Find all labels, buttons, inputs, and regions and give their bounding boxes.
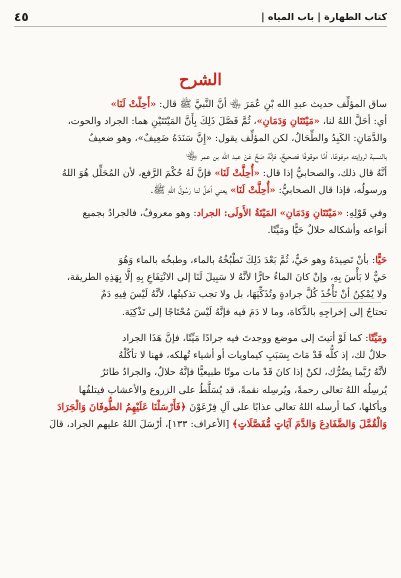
highlighted-text: ومَيِّتًا	[368, 333, 387, 344]
text-line	[14, 416, 387, 433]
text-run: : وهو معروفٌ، فالجرادُ بجميع	[82, 208, 197, 219]
running-header	[14, 8, 387, 27]
text-run: تحتاجُ إلى إخراجِهِ بالذَّكاة، وما لا دَمَ فيه فإنَّهُ لَيْسَ مُحْتَاجًا إلى تَذْكِيَة.	[121, 306, 387, 318]
text-line	[14, 382, 387, 399]
text-run: أي: أحَلَّ اللهُ لنا،	[319, 116, 387, 128]
text-line	[14, 148, 387, 165]
text-run: ويأكلها، كما أرسله اللهُ تعالى عذابًا على آلِ فِرْعَوْنَ	[186, 401, 387, 413]
text-run: [الأعراف: ١٣٣]، أرْسَلَ اللهُ عليهم الجراد، قالَ	[49, 418, 233, 430]
text-line	[14, 399, 387, 416]
text-run: : بأنْ تَصِيدَهُ وهو حَيٌّ، ثُمَّ بَعْدَ ذَلِكَ تَطْبُخُهُ بالماء، وطبخُه بالماء وَهُوَ	[118, 255, 376, 266]
text-run: يُرسِلُه اللهُ تعالى رحمةً، ويُرسِله نقمةً، قد يُسَلَّطُ على الزروع والأعشاب فيتلفُها	[78, 384, 387, 396]
text-run: ساق المؤلِّف حديث عبدِ الله بْنِ عُمَرَ ﵄ أنَّ النَّبيَّ ﷺ قال:	[156, 99, 387, 110]
highlighted-text: المَيْتَةُ الأُولَى: الجراد	[196, 208, 277, 219]
page-number: ٤٥	[14, 10, 29, 24]
text-run: حلالٌ لك، إذ كلُّه قَدْ مَاتَ بِسَبَبِ كيماويات أو أشياء تُهلكه، فهنا لا تأكُلْهُ	[118, 350, 387, 362]
highlighted-text: «مَيْتَتَانِ وَدَمَانِ»	[279, 208, 343, 219]
text-line	[14, 182, 387, 199]
text-line	[14, 252, 387, 269]
chapter-heading: كتاب الطهارة | باب المياه |	[261, 11, 387, 23]
text-line	[14, 205, 387, 222]
highlighted-text: وَالْقُمَّلَ وَالضَّفَادِعَ وَالدَّمَ آيَاتٍ مُّفَصَّلَاتٍ﴾	[232, 418, 387, 430]
paragraph-alive	[14, 252, 387, 321]
text-run: أنواعه وأشكاله حلالٌ حَيًّا ومَيِّتًا.	[267, 225, 387, 237]
text-line	[14, 113, 387, 130]
text-line	[14, 347, 387, 364]
text-line	[14, 96, 387, 113]
paragraph-hadith	[14, 96, 387, 199]
highlighted-text: «أُحِلَّتْ لَنَا»	[230, 184, 276, 196]
text-run: بالنسبة لروايته مرفوعًا، أمَّا موقوفًا فصحيحٌ، فإنَّهُ صَحَّ عَنْ عبد الله بن عمر ﵄	[186, 150, 387, 162]
text-line	[14, 364, 387, 381]
text-line	[14, 286, 387, 303]
text-run: وفي قَوْلِهِ:	[342, 208, 387, 219]
text-run: ورسولُه، فإذا قال الصحابيُّ:	[275, 184, 387, 196]
text-run: فإنَّ لَهُ حُكْمَ الرَّفع، لأن المُحَلِّل هُوَ اللهُ	[61, 167, 215, 179]
text-run: يعني أحَلَّ لنا رَسُولُ اللهِ ﷺ.	[150, 184, 231, 196]
text-line	[14, 165, 387, 182]
text-run: والدَّمَانِ: الكَبِدُ والطِّحَالُ، لكن المؤلِّف يقول: «إِنَّ سَنَدَهُ ضَعِيفٌ»، وهو ضعيفٌ	[88, 133, 387, 145]
paragraph-locust	[14, 205, 387, 239]
text-run: ولا يُمْكِنُ أنْ تَأْخُذَ كُلَّ جرادةٍ وتُذَكِّيَهَا، بل ولا تجب تذكيتُها، لأنَّهُ لَيْسَ فِيهِ دَمٌ	[100, 289, 387, 301]
highlighted-text: ﴿فَأَرْسَلْنَا عَلَيْهِمُ الطُّوفَانَ وَالْجَرَادَ	[57, 401, 187, 413]
highlighted-text: حَيًّا	[375, 255, 387, 266]
text-line	[14, 330, 387, 347]
text-run: أنَّهُ قال ذلك، والصحابيُّ إذا قال:	[259, 167, 387, 179]
text-run: حَيٌّ لا بَأْسَ بِهِ، وإنْ كانَ الماءُ حارًّا لأنَّهُ لا سَبِيلَ لَنَا إلى الانْتِفَاعِ بِهِ إلَّا بِهَذِهِ الطريقة،	[66, 272, 387, 284]
text-line	[14, 222, 387, 239]
highlighted-text: «مَيْتَتَانِ وَدَمَانِ»	[256, 116, 320, 128]
text-line	[14, 269, 387, 286]
text-run: لأنَّهُ رُبَّما يضُرُّك، لكنْ إذا كانَ قَدْ مات موتًا طبيعيًّا فإنَّهُ حلالٌ، والجرادُ طائرٌ	[100, 367, 387, 379]
text-run: : كما لَوْ أتيتَ إلى موضع ووجدتَ فيه جرادًا مَيِّتًا، فإنَّ هَذَا الجراد	[122, 333, 369, 344]
text-line	[14, 130, 387, 147]
text-run: ، ثُمَّ فَصَّلَ ذَلِكَ بِأَنَّ المَيْتَتَيْنِ هما: الجراد والحوت،	[67, 116, 257, 128]
paragraph-dead	[14, 330, 387, 433]
text-line	[14, 304, 387, 321]
highlighted-text: «أُحِلَّتْ لَنَا»	[110, 99, 157, 110]
section-title: الشرح	[179, 70, 222, 89]
highlighted-text: «أُحِلَّتْ لَنَا»	[214, 167, 260, 179]
